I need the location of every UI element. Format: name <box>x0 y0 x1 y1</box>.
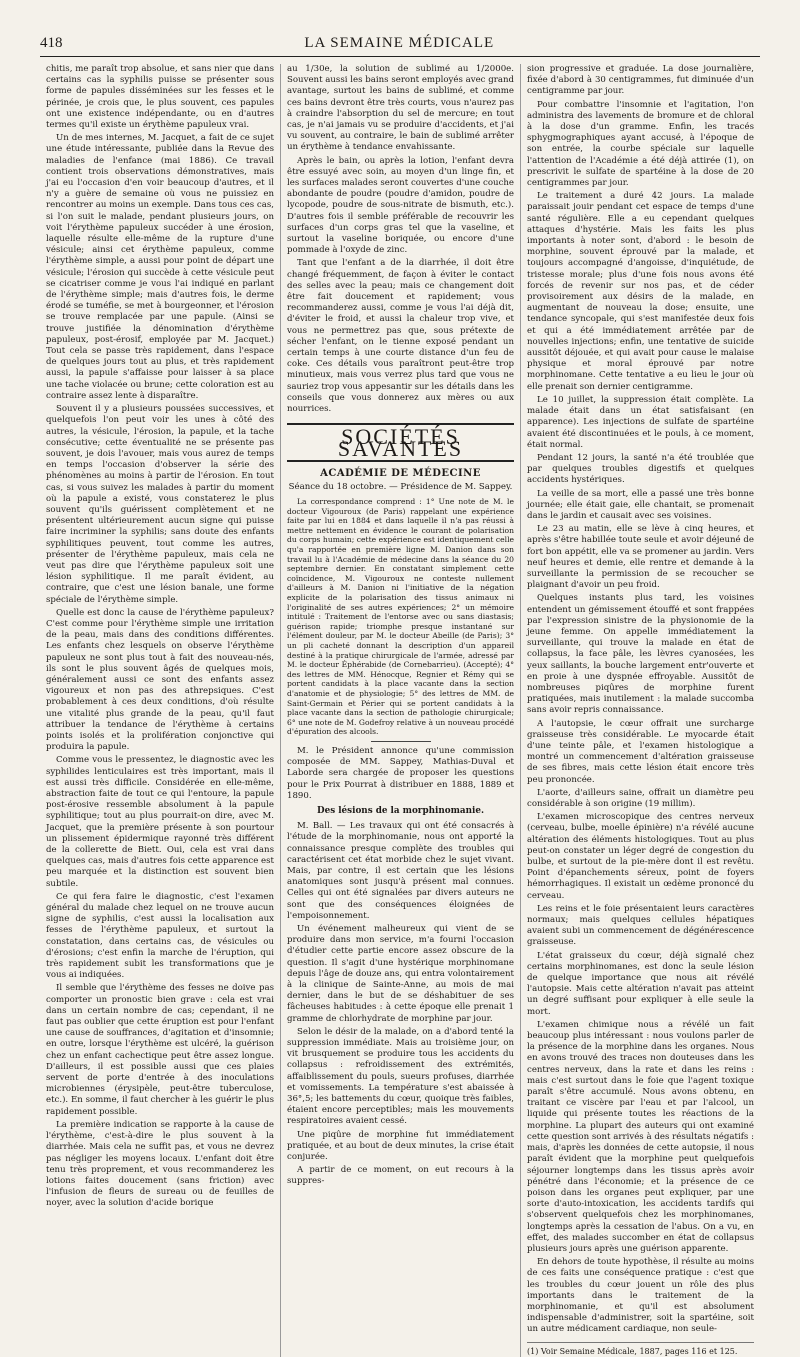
paragraph: Ce qui fera faire le diagnostic, c'est l'examen général du malade chez lequel on ne trouve aucun signe de syphilis, c'est aussi la localisation aux fesses de l'érythème papuleux, et surtout la constatation, dans certains cas, de vésicules ou d'érosions; c'est enfin la marche de l'éruption, qui très rapidement subit les transformations que je vous ai indiquées. <box>46 891 274 981</box>
paragraph: En dehors de toute hypothèse, il résulte au moins de ces faits une conséquence pratique : c'est que les troubles du cœur jouent un rôle des plus importants dans le traitement de la morphinomanie, et qu'il est absolument indispensable d'administrer, soit la spartéine, soit un autre médicament cardiaque, non seule- <box>527 1257 754 1335</box>
paragraph: L'examen chimique nous a révélé un fait beaucoup plus intéressant : nous voulons parler de la présence de la morphine dans les organes. Nous en avons trouvé des traces non douteuses dans les centres nerveux, dans la rate et dans les reins : mais c'est surtout dans le foie que l'agent toxique paraît s'être accumulé. Nous avons obtenu, en traitant ce viscère par l'eau et par l'alcool, un liquide qui présente toutes les réactions de la morphine. La plupart des auteurs qui ont examiné cette question sont arrivés à des résultats négatifs : mais, d'après les données de cette autopsie, il nous paraît évident que la morphine peut quelquefois séjourner longtemps dans les tissus après avoir pénétré dans l'économie; et la présence de ce poison dans les organes peut expliquer, par une sorte d'auto-intoxication, les accidents tardifs qui s'observent quelquefois chez les morphinomanes, longtemps après la cessation de l'abus. On a vu, en effet, des malades succomber en état de collapsus plusieurs jours après une guérison apparente. <box>527 1019 754 1254</box>
president-note: M. le Président annonce qu'une commission composée de MM. Sappey, Mathias-Duval et Laborde sera chargée de proposer les questions pour le Prix Pourrat à distribuer en 1888, 1889 et 1890. <box>287 745 514 801</box>
paragraph: Pendant 12 jours, la santé n'a été troublée que par quelques troubles digestifs et quelques accidents hystériques. <box>527 452 754 486</box>
paragraph: sion progressive et graduée. La dose journalière, fixée d'abord à 30 centigrammes, fut diminuée d'un centigramme par jour. <box>527 64 754 97</box>
paragraph: Souvent il y a plusieurs poussées successives, et quelquefois l'on peut voir les unes à côté des autres, la vésicule, l'érosion, la papule, et la tache consécutive; cette éventualité ne se présente pas souvent, je dois l'avouer, mais vous aurez de temps en temps l'occasion d'observer la série des phénomènes au moins à partir de l'érosion. En tout cas, si vous suivez les malades à partir du moment où la papule a existé, vous constaterez le plus souvent qu'ils guérissent complètement et ne présentent ultérieurement aucun signe qui puisse faire incriminer la syphilis; sans doute des enfants syphilitiques peuvent, tout comme les autres, présenter de l'érythème papuleux, mais cela ne veut pas dire que l'érythème papuleux soit une lésion syphilitique. Il me paraît évident, au contraire, que c'est une lésion banale, une forme spéciale de l'érythème simple. <box>46 404 274 605</box>
paragraph: Quelques instants plus tard, les voisines entendent un gémissement étouffé et sont frappées par l'expression sinistre de la physionomie de la jeune femme. On appelle immédiatement la surveillante, qui trouve la malade en état de collapsus, la face pâle, les lèvres cyanosées, les yeux saillants, la bouche largement entr'ouverte et en proie à une dyspnée effroyable. Aussitôt de nombreuses piqûres de morphine furent pratiquées, mais inutilement : la malade succomba sans avoir repris connaissance. <box>527 593 754 716</box>
paragraph: Le traitement a duré 42 jours. La malade paraissait jouir pendant cet espace de temps d'une santé régulière. Elle a eu cependant quelques attaques d'hystérie. Mais les faits les plus importants à noter sont, d'abord : le besoin de morphine, souvent éprouvé par la malade, et toujours accompagné d'angoisse, d'inquiétude, de tristesse morale; plus d'une fois nous avons été forcés de revenir sur nos pas, et de céder provisoirement aux désirs de la malade, en augmentant de nouveau la dose; ensuite, une tendance syncopale, qui s'est manifestée deux fois et qui a été immédiatement arrêtée par de nouvelles injections; enfin, une tentative de suicide aussitôt déjouée, et qui avait pour cause le malaise physique et moral éprouvé par notre morphinomane. Cette tentative a eu lieu le jour où elle prenait son dernier centigramme. <box>527 191 754 392</box>
paragraph: La veille de sa mort, elle a passé une très bonne journée; elle était gaie, elle chantait, se promenait dans le jardin et causait avec ses voisines. <box>527 488 754 521</box>
paragraph: L'aorte, d'ailleurs saine, offrait un diamètre peu considérable à son origine (19 millim). <box>527 787 754 809</box>
morphinomania-heading: Des lésions de la morphinomanie. <box>316 805 485 816</box>
divider <box>371 741 431 742</box>
page-number: 418 <box>40 35 63 51</box>
column-2 <box>280 64 520 1357</box>
paragraph: Un événement malheureux qui vient de se produire dans mon service, m'a fourni l'occasion d'étudier cette partie encore assez obscure de la question. Il s'agit d'une hystérique morphinomane depuis l'âge de douze ans, qui entra volontairement à la clinique de Sainte-Anne, au mois de mai dernier, dans le but de se déshabituer de ses fâcheuses habitudes : à cette époque elle prenait 1 gramme de chlorhydrate de morphine par jour. <box>287 924 514 1024</box>
paragraph: Selon le désir de la malade, on a d'abord tenté la suppression immédiate. Mais au troisième jour, on vit brusquement se produire tous les accidents du collapsus : refroidissement des extrémités, affaiblissement du pouls, sueurs profuses, diarrhée et vomissements. La température s'est abaissée à 36°,5; les battements du cœur, quoique très faibles, étaient encore perceptibles; mais les mouvements respiratoires avaient cessé. <box>287 1026 514 1127</box>
page-header <box>40 30 760 57</box>
paragraph: Un de mes internes, M. Jacquet, a fait de ce sujet une étude intéressante, publiée dans la Revue des maladies de l'enfance (mai 1886). Ce travail contient trois observations démonstratives, mais j'ai eu l'occasion d'en voir beaucoup d'autres, et il n'y a guère de semaine où vous ne puissiez en rencontrer au moins un exemple. Dans tous ces cas, si l'on suit le malade, pendant plusieurs jours, on voit l'érythème papuleux succéder à une érosion, laquelle résulte elle-même de la rupture d'une vésicule; ainsi cet érythème papuleux, comme l'érythème simple, a aussi pour point de départ une vésicule; l'érosion qui succède à cette vésicule peut se cicatriser comme je vous l'ai indiqué en parlant de l'érythème simple; mais d'autres fois, le derme érodé se tuméfie, se met à bourgeonner, et l'érosion se trouve remplacée par une papule. (Ainsi se trouve justifiée la dénomination d'érythème papuleux, post-érosif, employée par M. Jacquet.) Tout cela se passe très rapidement, dans l'espace de quelques jours tout au plus, et très rapidement aussi, la papule s'affaisse pour laisser à sa place une tache violacée ou brune; cette coloration est au contraire assez lente à disparaître. <box>46 133 274 401</box>
paragraph: Tant que l'enfant a de la diarrhée, il doit être changé fréquemment, de façon à éviter le contact des selles avec la peau; mais ce changement doit être fait doucement et rapidement; vous recommanderez aussi, comme je vous l'ai déjà dit, d'éviter le froid, et aussi la chaleur trop vive, et vous ne permettrez pas que, sous prétexte de sécher l'enfant, on le tienne exposé pendant un certain temps à une courte distance d'un feu de coke. Ces détails vous paraîtront peut-être trop minutieux, mais vous verrez plus tard que vous ne sauriez trop vous appesantir sur les détails dans les conseils que vous donnerez aux mères ou aux nourrices. <box>287 258 514 415</box>
journal-title: LA SEMAINE MÉDICALE <box>304 35 495 51</box>
paragraph: Quelle est donc la cause de l'érythème papuleux? C'est comme pour l'érythème simple une irritation de la peau, mais dans des conditions différentes. Les enfants chez lesquels on observe l'érythème papuleux ne sont plus tout à fait des nouveau-nés, ils sont le plus souvent âgés de quelques mois, généralement aussi ce sont des enfants assez vigoureux et non pas des athrepsiques. C'est probablement à ces deux conditions, d'où résulte une vitalité plus grande de la peau, qu'il faut attribuer la tendance de l'érythème à certains points isolés et la prolifération conjonctive qui produira la papule. <box>46 607 274 753</box>
paragraph: A l'autopsie, le cœur offrait une surcharge graisseuse très considérable. Le myocarde était d'une teinte pâle, et l'examen histologique a montré un commencement d'altération graisseuse de ses fibres, mais cette lésion était encore très peu prononcée. <box>527 718 754 785</box>
footnote: (1) Voir Semaine Médicale, 1887, pages 116 et 125. <box>527 1342 754 1357</box>
paragraph: La première indication se rapporte à la cause de l'érythème, c'est-à-dire le plus souvent à la diarrhée. Mais cela ne suffit pas, et vous ne devrez pas négliger les moyens locaux. L'enfant doit être tenu très proprement, et vous recommanderez les lotions faites doucement (sans friction) avec l'infusion de fleurs de sureau ou de feuilles de noyer, avec la solution d'acide borique <box>46 1119 274 1209</box>
session-line: Séance du 18 octobre. — Présidence de M. Sappey. <box>288 481 513 492</box>
newspaper-page <box>40 30 760 1356</box>
text-columns <box>40 64 760 1356</box>
section-banner: SOCIÉTÉS SAVANTES <box>287 423 514 461</box>
column-3 <box>520 64 760 1357</box>
paragraph: Pour combattre l'insomnie et l'agitation, l'on administra des lavements de bromure et de chloral à la dose d'un gramme. Enfin, les tracés sphygmographiques ayant accusé, à l'époque de son entrée, la courbe spéciale sur laquelle l'attention de l'Académie a été déjà attirée (1), on prescrivit le sulfate de spartéine à la dose de 20 centigrammes par jour. <box>527 99 754 189</box>
column-1 <box>40 64 280 1357</box>
paragraph: Il semble que l'érythème des fesses ne doive pas comporter un pronostic bien grave : cela est vrai dans un certain nombre de cas; cependant, il ne faut pas oublier que cette éruption est pour l'enfant une cause de souffrances, d'agitation et d'insomnie; en outre, lorsque l'érythème est ulcéré, la guérison chez un enfant cachectique peut être assez longue. D'ailleurs, il est possible aussi que ces plaies servent de porte d'entrée à des inoculations microbiennes (érysipèle, peut-être tuberculose, etc.). En somme, il faut chercher à les guérir le plus rapidement possible. <box>46 983 274 1117</box>
paragraph: Le 10 juillet, la suppression était complète. La malade était dans un état satisfaisant (en apparence). Les injections de sulfate de spartéine avaient été discontinuées et le pouls, à ce moment, était normal. <box>527 394 754 450</box>
paragraph: au 1/30e, la solution de sublimé au 1/2000e. Souvent aussi les bains seront employés avec grand avantage, surtout les bains de sublimé, et comme ces bains devront être très courts, vous n'aurez pas à craindre l'absorption du sel de mercure; en tout cas, je n'ai jamais vu se produire d'accidents, et j'ai vu souvent, au contraire, le bain de sublimé arrêter un érythème à tendance envahissante. <box>287 64 514 153</box>
paragraph: A partir de ce moment, on eut recours à la suppres- <box>287 1165 514 1187</box>
paragraph: L'état graisseux du cœur, déjà signalé chez certains morphinomanes, est donc la seule lésion de quelque importance que nous ait révélé l'autopsie. Mais cette altération n'avait pas atteint un degré suffisant pour expliquer à elle seule la mort. <box>527 950 754 1017</box>
correspondence-paragraph: La correspondance comprend : 1° Une note de M. le docteur Vigouroux (de Paris) rappelant une expérience faite par lui en 1884 et dans laquelle il n'a pas réussi à mettre nettement en évidence le courant de polarisation du corps humain; cette expérience est identiquement celle qu'a rapportée en première ligne M. Danion dans son travail lu à l'Académie de médecine dans la séance du 20 septembre dernier. En constatant simplement cette coïncidence, M. Vigouroux ne conteste nullement d'ailleurs à M. Danion ni l'initiative de la négation explicite de la polarisation des tissus animaux ni l'originalité de ses autres expériences; 2° un mémoire intitulé : Traitement de l'entorse avec ou sans diastasis; guérison rapide; triomphe presque instantané sur l'élément douleur, par M. le docteur Abeille (de Paris); 3° un pli cacheté donnant la description d'un appareil destiné à la pratique chirurgicale de l'armée, adressé par M. le docteur Éphérabide (de Cornebarrieu). (Accepté); 4° des lettres de MM. Hénocque, Regnier et Rémy qui se portent candidats à la place vacante dans la section d'anatomie et de physiologie; 5° des lettres de MM. de Saint-Germain et Périer qui se portent candidats à la place vacante dans la section de pathologie chirurgicale; 6° une note de M. Godefroy relative à un nouveau procédé d'épuration des alcools. <box>287 497 514 737</box>
paragraph: Comme vous le pressentez, le diagnostic avec les syphilides lenticulaires est très important, mais il est aussi très difficile. Considérée en elle-même, abstraction faite de tout ce qui l'entoure, la papule post-érosive ressemble absolument à la papule syphilitique; tout au plus pourrait-on dire, avec M. Jacquet, que la première présente à son pourtour un plissement épidermique rayonné très différent de la collerette de Biett. Oui, cela est vrai dans quelques cas, mais d'autres fois cette apparence est peu marquée et la distinction est souvent bien subtile. <box>46 755 274 889</box>
paragraph: L'examen microscopique des centres nerveux (cerveau, bulbe, moelle épinière) n'a révélé aucune altération des éléments histologiques. Tout au plus peut-on constater un léger degré de congestion du bulbe, et surtout de la pie-mère dont il est revêtu. Point d'épanchements séreux, point de foyers hémorrhagiques. Il existait un œdème prononcé du cerveau. <box>527 812 754 901</box>
paragraph: chitis, me paraît trop absolue, et sans nier que dans certains cas la syphilis puisse se présenter sous forme de papules disséminées sur les fesses et le périnée, je crois que, le plus souvent, ces papules ont une existence indépendante, ou en d'autres termes qu'il existe un érythème papuleux vrai. <box>46 64 274 131</box>
paragraph: M. Ball. — Les travaux qui ont été consacrés à l'étude de la morphinomanie, nous ont apporté la connaissance presque complète des troubles qui caractérisent cet état morbide chez le sujet vivant. Mais, par contre, il est certain que les lésions anatomiques sont jusqu'à présent mal connues. Celles qui ont été signalées par divers auteurs ne sont que des conséquences éloignées de l'empoisonnement. <box>287 821 514 921</box>
paragraph: Le 23 au matin, elle se lève à cinq heures, et après s'être habillée toute seule et avoir déjeuné de fort bon appétit, elle va se promener au jardin. Vers neuf heures et demie, elle rentre et demande à la surveillante la permission de se recoucher se plaignant d'avoir un peu froid. <box>527 524 754 591</box>
paragraph: Une piqûre de morphine fut immédiatement pratiquée, et au bout de deux minutes, la crise était conjurée. <box>287 1129 514 1163</box>
paragraph: Les reins et le foie présentaient leurs caractères normaux; mais quelques cellules hépatiques avaient subi un commencement de dégénérescence graisseuse. <box>527 903 754 948</box>
paragraph: Après le bain, ou après la lotion, l'enfant devra être essuyé avec soin, au moyen d'un linge fin, et les surfaces malades seront couvertes d'une couche abondante de poudre (poudre d'amidon, poudre de lycopode, poudre de sous-nitrate de bismuth, etc.). D'autres fois il semble préférable de recouvrir les surfaces d'un corps gras tel que la vaseline, et surtout la vaseline boriquée, ou encore d'une pommade à l'oxyde de zinc. <box>287 155 514 256</box>
academy-heading: ACADÉMIE DE MÉDECINE <box>320 467 481 479</box>
